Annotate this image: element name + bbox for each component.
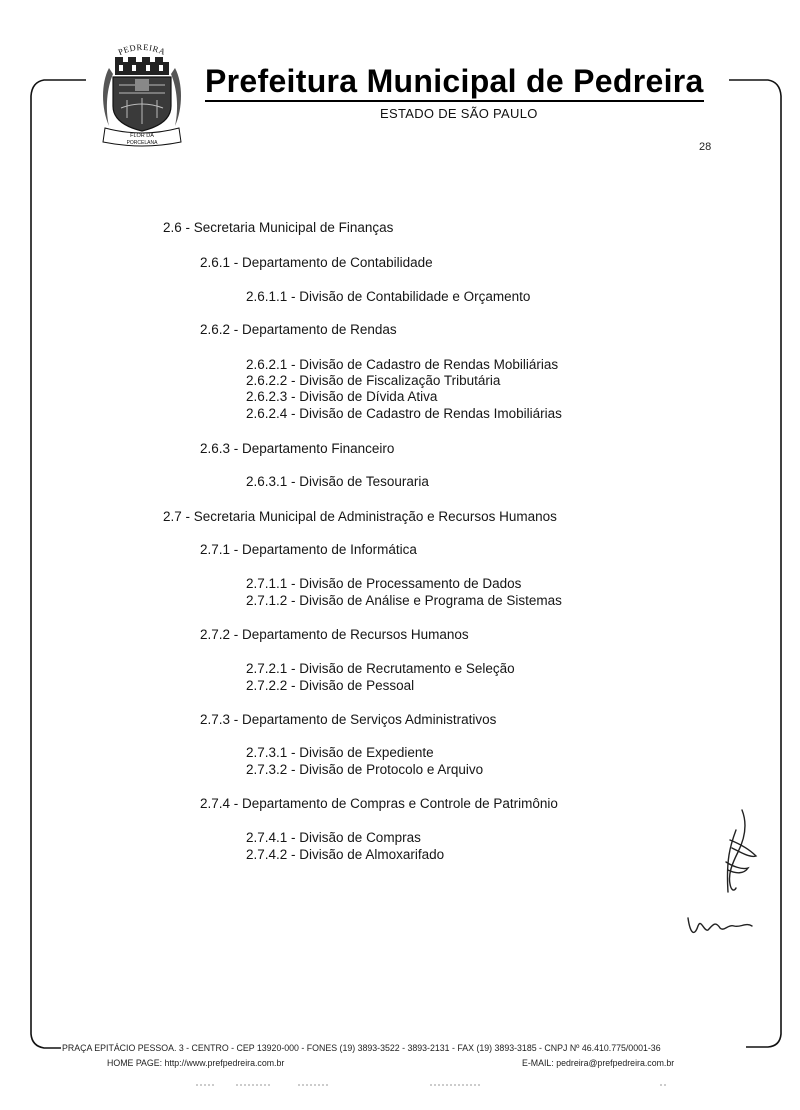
crest-ribbon-text-1: FLOR DA <box>130 133 154 139</box>
department-heading: 2.6.3 - Departamento Financeiro <box>200 441 395 456</box>
state-subtitle: ESTADO DE SÃO PAULO <box>380 106 538 121</box>
crest-ribbon-text-2: PORCELANA <box>126 140 158 146</box>
crest-right-foliage <box>171 68 181 126</box>
division-item: 2.6.1.1 - Divisão de Contabilidade e Orçamento <box>246 289 531 304</box>
division-item: 2.7.1.2 - Divisão de Análise e Programa de Sistemas <box>246 593 562 608</box>
division-item: 2.6.2.2 - Divisão de Fiscalização Tributária <box>246 373 501 388</box>
handwritten-signatures <box>670 800 770 950</box>
signature-mark-upper <box>726 810 756 892</box>
crest-top-text: PEDREIRA <box>116 41 168 58</box>
department-heading: 2.6.2 - Departamento de Rendas <box>200 322 397 337</box>
footer-email: E-MAIL: pedreira@prefpedreira.com.br <box>522 1058 675 1068</box>
scan-artifacts <box>0 1078 800 1092</box>
division-item: 2.7.2.2 - Divisão de Pessoal <box>246 678 415 693</box>
department-heading: 2.7.4 - Departamento de Compras e Controle de Patrimônio <box>200 796 558 811</box>
division-item: 2.6.2.4 - Divisão de Cadastro de Rendas Imobiliárias <box>246 406 562 421</box>
division-item: 2.6.3.1 - Divisão de Tesouraria <box>246 474 429 489</box>
municipal-crest-logo <box>97 38 187 148</box>
crest-crown <box>115 57 169 75</box>
division-item: 2.6.2.1 - Divisão de Cadastro de Rendas Mobiliárias <box>246 357 559 372</box>
crest-shield-emblem <box>135 79 149 91</box>
page-number: 28 <box>699 141 712 153</box>
department-heading: 2.7.3 - Departamento de Serviços Administrativos <box>200 712 497 727</box>
section-heading: 2.6 - Secretaria Municipal de Finanças <box>163 220 394 235</box>
frame-left-bracket <box>31 80 86 1048</box>
section-heading: 2.7 - Secretaria Municipal de Administração e Recursos Humanos <box>163 509 557 524</box>
division-item: 2.7.3.2 - Divisão de Protocolo e Arquivo <box>246 762 484 777</box>
department-heading: 2.6.1 - Departamento de Contabilidade <box>200 255 433 270</box>
department-heading: 2.7.2 - Departamento de Recursos Humanos <box>200 627 469 642</box>
signature-mark-lower <box>688 918 752 932</box>
division-item: 2.6.2.3 - Divisão de Dívida Ativa <box>246 389 438 404</box>
division-item: 2.7.2.1 - Divisão de Recrutamento e Seleção <box>246 661 515 676</box>
footer-home-page: HOME PAGE: http://www.prefpedreira.com.br <box>107 1058 285 1068</box>
division-item: 2.7.4.2 - Divisão de Almoxarifado <box>246 847 445 862</box>
division-item: 2.7.4.1 - Divisão de Compras <box>246 830 421 845</box>
footer-address: PRAÇA EPITÁCIO PESSOA. 3 - CENTRO - CEP 13920-000 - FONES (19) 3893-3522 - 3893-2131 - FAX (19) 3893-3185 - CNPJ Nº 46.410.775/0001-36 <box>62 1043 661 1053</box>
division-item: 2.7.1.1 - Divisão de Processamento de Dados <box>246 576 522 591</box>
division-item: 2.7.3.1 - Divisão de Expediente <box>246 745 434 760</box>
crest-left-foliage <box>103 68 113 126</box>
department-heading: 2.7.1 - Departamento de Informática <box>200 542 417 557</box>
page-title: Prefeitura Municipal de Pedreira <box>205 62 704 102</box>
